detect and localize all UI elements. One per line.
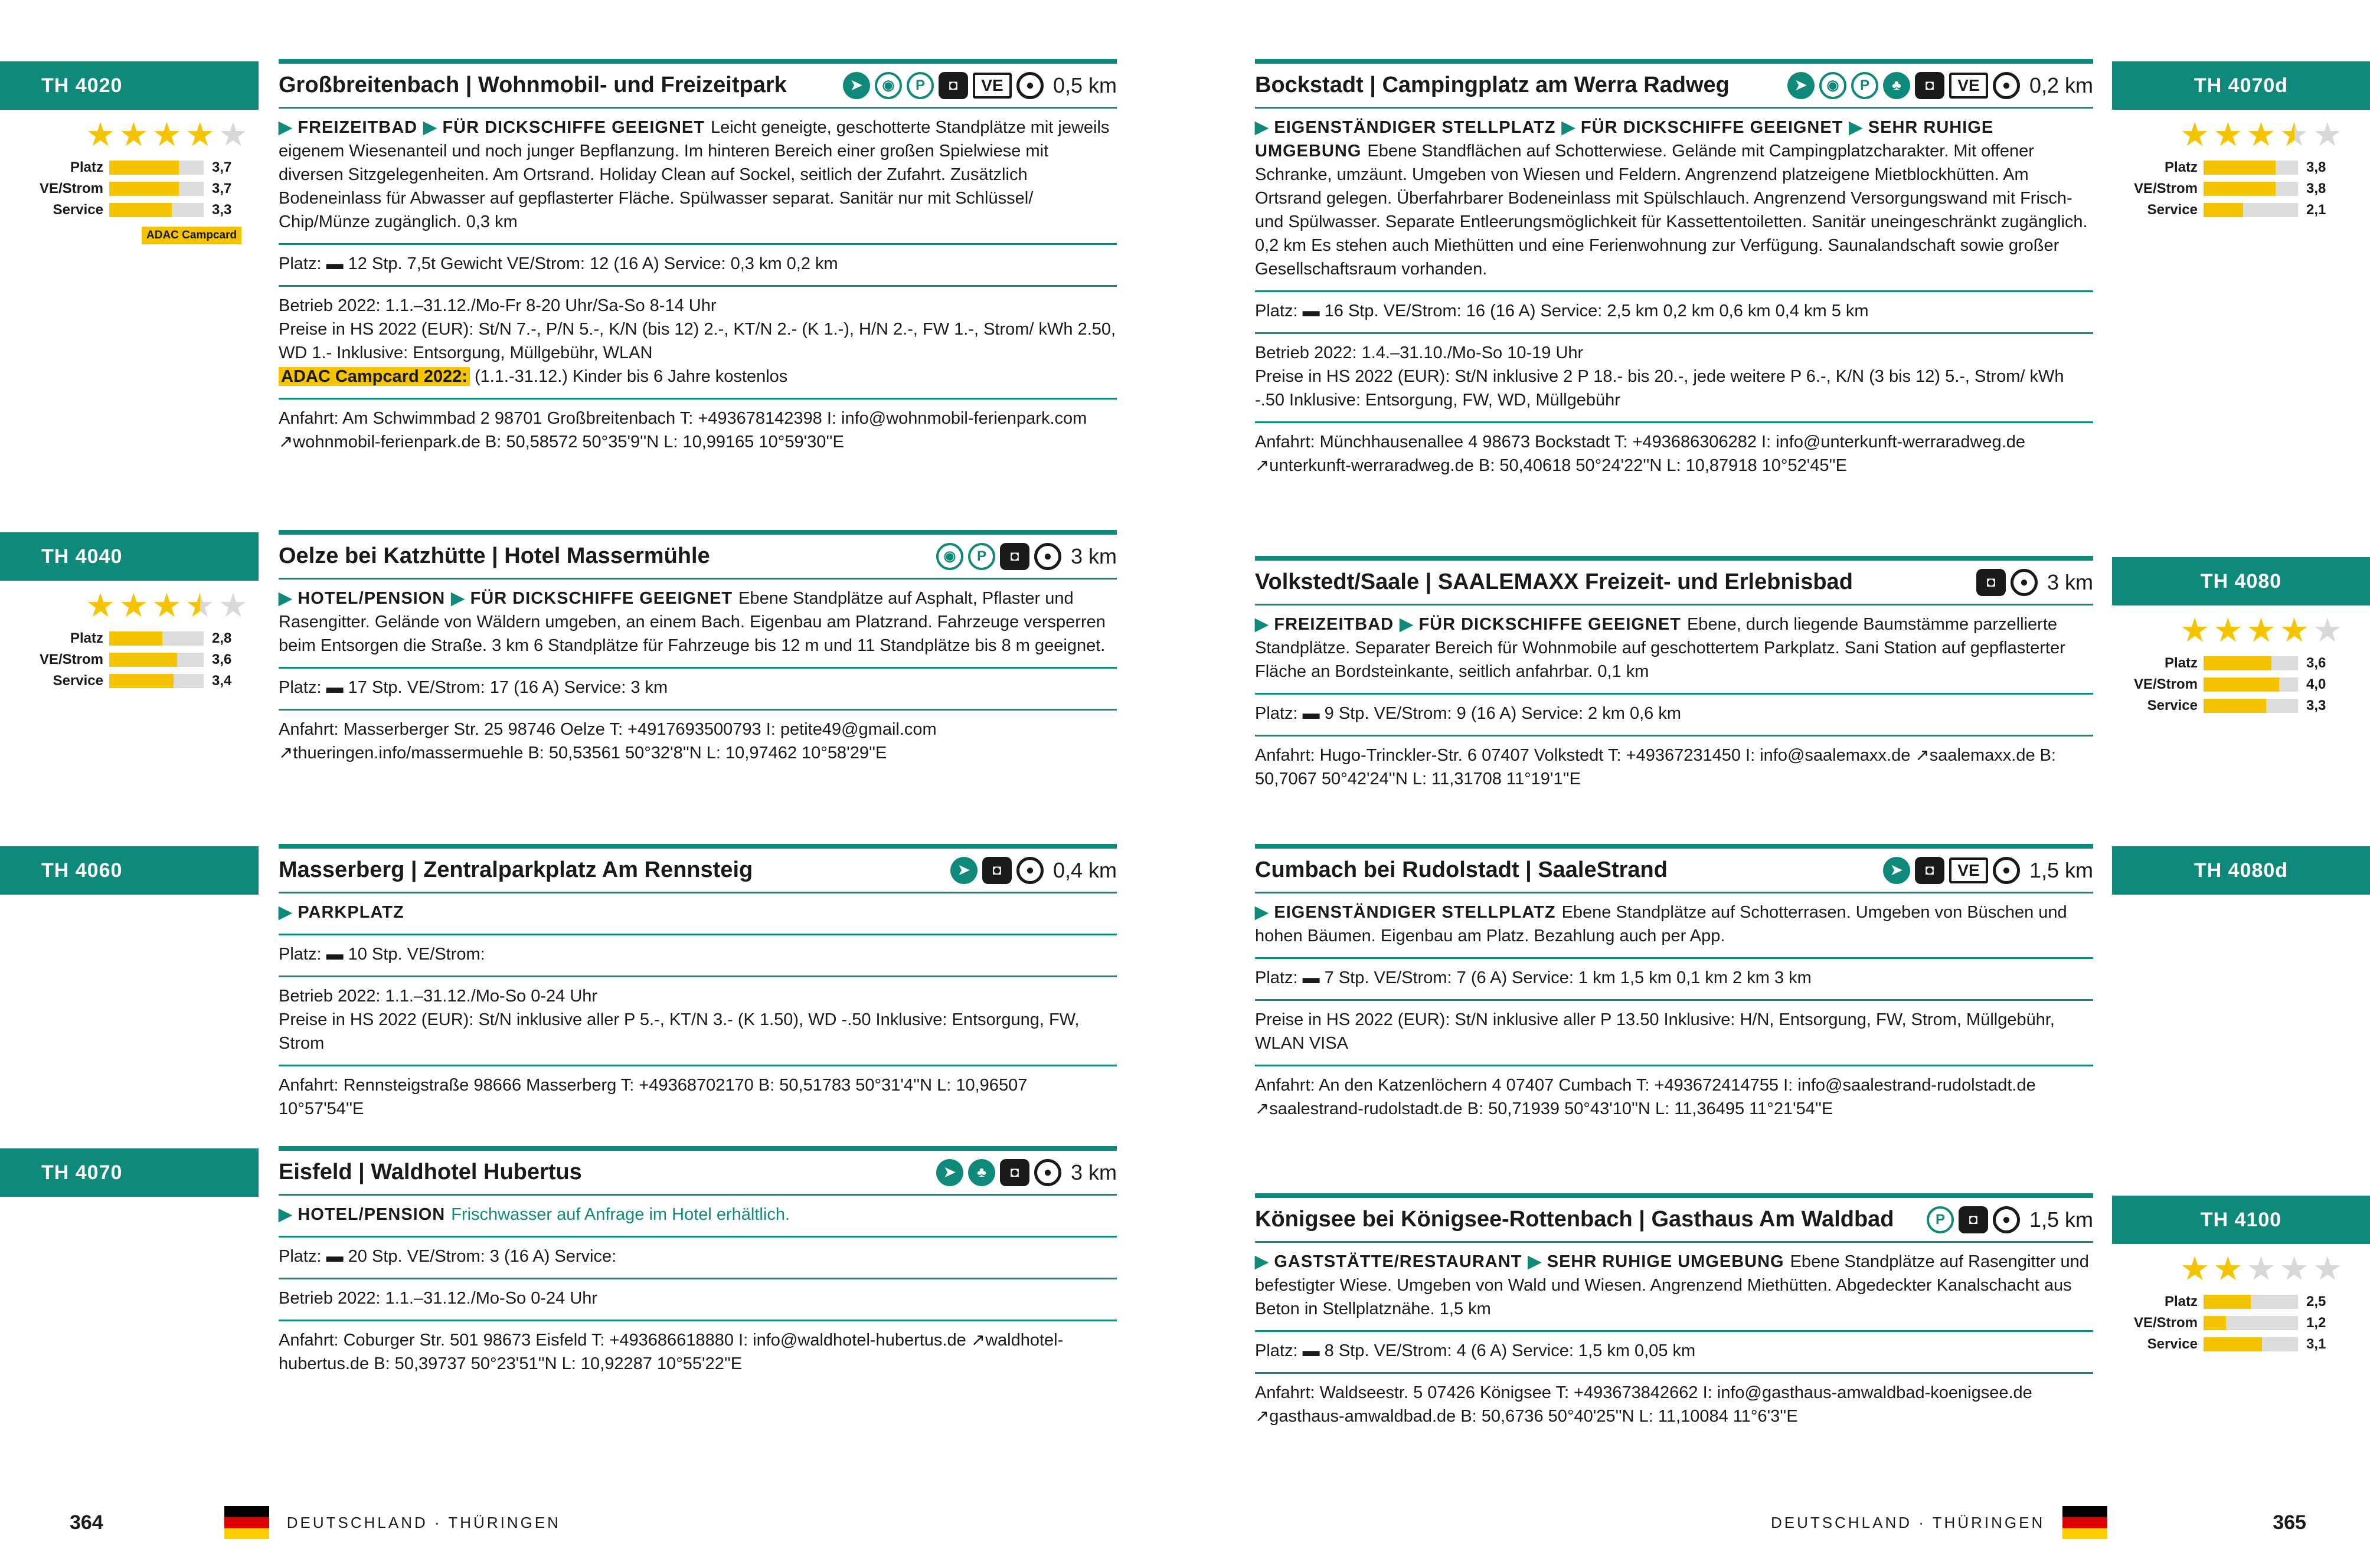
star-icon: ★ [2180, 1250, 2210, 1287]
star-icon: ★ [86, 116, 116, 153]
address: Anfahrt: Rennsteigstraße 98666 Masserberg T: +49368702170 B: 50,51783 50°31'4''N L: 10,96507 10°57'54''E [279, 1076, 1028, 1118]
distance: 1,5 km [2029, 857, 2093, 882]
entry-code-tab [2112, 557, 2370, 605]
entry-code: TH 4070 [41, 1161, 123, 1184]
entry-code: TH 4070d [2194, 74, 2289, 97]
rating-label: Platz [70, 159, 103, 175]
description: Ebene, durch liegende Baumstämme parzellierte Standplätze. Separater Bereich für Wohnmobile auf geschottertem Parkplatz. Sani Station auf gepflasterter Fläche an Bordsteinkante, seitlich anfahrbar. 0,1 km [1255, 615, 2065, 681]
description-section [1255, 1243, 2093, 1332]
prices: Preise in HS 2022 (EUR): St/N inklusive aller P 5.-, KT/N 3.- (K 1.50), WD -.50 Inklusive: Entsorgung, FW, Strom [279, 1010, 1080, 1053]
entry-header [1255, 844, 2093, 893]
address: Anfahrt: Coburger Str. 501 98673 Eisfeld T: +493686618880 I: info@waldhotel-hubertus.de ↗waldhotel-hubertus.de B: 50,39737 50°23'51''N L: 10,92287 10°55'22''E [279, 1331, 1064, 1373]
star-icon: ★ [2213, 611, 2243, 649]
star-icon: ★ [2213, 116, 2243, 153]
keyword: ▶ EIGENSTÄNDIGER STELLPLATZ [1255, 118, 1556, 137]
rating-row [35, 628, 272, 649]
facilities: Platz: ▬ 17 Stp. VE/Strom: 17 (16 A) Service: 3 km [279, 669, 1117, 711]
campsite-entry [1255, 1193, 2093, 1438]
rating-value: 3,1 [2306, 1336, 2326, 1352]
rating-label: VE/Strom [2133, 1315, 2198, 1331]
campsite-entry [1255, 59, 2093, 487]
rating-block [35, 589, 272, 692]
prices: Preise in HS 2022 (EUR): St/N 7.-, P/N 5.-, K/N (bis 12) 2.-, KT/N 2.- (K 1.-), H/N 2.-, FW 1.-, Strom/ kWh 2.50, WD 1.- Inklusive: Entsorgung, Müllgebühr, WLAN [279, 320, 1116, 362]
navigation-icon: ➤ [1883, 857, 1910, 884]
address: Anfahrt: An den Katzenlöchern 4 07407 Cumbach T: +493672414755 I: info@saalestrand-rudolstadt.de ↗saalestrand-rudolstadt.de B: 50,71939 50°43'10''N L: 11,36495 11°21'54''E [1255, 1076, 2036, 1118]
keyword: ▶ FREIZEITBAD [1255, 615, 1394, 634]
star-icon: ★ [2246, 116, 2276, 153]
note: Frischwasser auf Anfrage im Hotel erhältlich. [451, 1205, 790, 1224]
description: Ebene Standplätze auf Rasengitter und befestigter Wiese. Umgeben von Wald und Wiesen. Angrenzend Miethütten. Abgedeckter Kanalschacht aus Beton in Stellplatznähe. 1,5 km [1255, 1252, 2089, 1318]
rating-value: 2,5 [2306, 1294, 2326, 1310]
rating-value: 3,8 [2306, 159, 2326, 175]
description-section [1255, 605, 2093, 695]
star-icon: ★ [152, 587, 182, 624]
facilities: Platz: ▬ 16 Stp. VE/Strom: 16 (16 A) Service: 2,5 km 0,2 km 0,6 km 0,4 km 5 km [1255, 292, 2093, 334]
entry-header [279, 59, 1117, 109]
star-icon: ★ [2213, 1250, 2243, 1287]
rating-label: Service [2147, 202, 2198, 218]
rating-row [35, 178, 272, 199]
entry-code: TH 4100 [2200, 1208, 2282, 1231]
keyword: ▶ FÜR DICKSCHIFFE GEEIGNET [451, 589, 733, 608]
star-icon: ★ [2279, 611, 2309, 649]
target-icon: ● [2011, 569, 2038, 596]
distance: 0,2 km [2029, 73, 2093, 97]
germany-flag-icon [224, 1506, 269, 1539]
keyword: ▶ HOTEL/PENSION [279, 1205, 445, 1224]
entry-icons [950, 857, 1117, 884]
entry-code-tab [0, 1148, 259, 1197]
rating-bar [2204, 656, 2298, 670]
adac-icon: ◘ [1976, 569, 2006, 596]
entry-header [279, 530, 1117, 580]
footer-label: DEUTSCHLAND · THÜRINGEN [286, 1513, 561, 1531]
keyword: ▶ EIGENSTÄNDIGER STELLPLATZ [1255, 903, 1556, 922]
campsite-entry [279, 530, 1117, 774]
adac-icon: ◘ [982, 857, 1012, 884]
rating-row [2130, 653, 2366, 674]
entry-title: Volkstedt/Saale | SAALEMAXX Freizeit- und Erlebnisbad [1255, 569, 1853, 594]
description-section [279, 893, 1117, 935]
rating-row [35, 157, 272, 178]
navigation-icon: ➤ [936, 1159, 963, 1186]
campcard-text: (1.1.-31.12.) Kinder bis 6 Jahre kostenlos [474, 367, 788, 386]
rating-bar [2204, 1316, 2298, 1330]
rating-bar [2204, 699, 2298, 713]
description: Ebene Standplätze auf Asphalt, Pflaster und Rasengitter. Gelände von Wäldern umgeben, an einem Bach. Eigenbau am Platzrand. Fahrzeuge versperren beim Entsorgen die Straße. 3 km 6 Standplätze für Fahrzeuge bis 12 m und 11 Standplätze bis 8 m geeignet. [279, 589, 1106, 655]
facilities: Platz: ▬ 12 Stp. 7,5t Gewicht VE/Strom: 12 (16 A) Service: 0,3 km 0,2 km [279, 245, 1117, 287]
right-page [1185, 0, 2370, 1568]
rating-block [35, 118, 272, 244]
adac-icon: ◘ [1915, 72, 1944, 99]
rating-bar [2204, 203, 2298, 217]
star-rating [2180, 1252, 2366, 1285]
rating-block [2130, 611, 2366, 716]
rating-bar [109, 161, 204, 175]
rating-label: Service [53, 673, 103, 689]
tree-icon: ♣ [1883, 72, 1910, 99]
star-icon: ★ [218, 116, 249, 153]
operation-section [279, 287, 1117, 400]
star-icon: ★ [2246, 1250, 2276, 1287]
entry-icons [843, 72, 1117, 99]
description-section [279, 580, 1117, 669]
ve-icon: VE [1949, 857, 1988, 883]
page-footer [1771, 1506, 2306, 1539]
star-rating [2180, 118, 2366, 151]
campsite-entry [1255, 556, 2093, 800]
rating-label: VE/Strom [39, 652, 103, 667]
target-icon: ● [1993, 857, 2020, 884]
star-icon: ★ [2246, 611, 2276, 649]
adac-icon: ◘ [1915, 857, 1944, 884]
description-section [279, 1196, 1117, 1238]
rating-value: 3,8 [2306, 181, 2326, 197]
rating-bar [109, 203, 204, 217]
entry-code-tab [2112, 846, 2370, 895]
entry-icons [936, 543, 1117, 570]
target-icon: ● [1993, 72, 2020, 99]
operation-hours: Betrieb 2022: 1.1.–31.12./Mo-So 0-24 Uhr [279, 1279, 1117, 1321]
campsite-entry [279, 844, 1117, 1130]
rating-row [2130, 695, 2366, 716]
entry-code: TH 4020 [41, 74, 123, 97]
rating-row [35, 649, 272, 670]
target-icon: ● [1034, 1159, 1061, 1186]
rating-row [2130, 157, 2366, 178]
rating-label: Platz [2164, 655, 2198, 671]
entry-icons [1976, 569, 2093, 596]
rating-label: Service [2147, 698, 2198, 713]
distance: 3 km [2047, 569, 2093, 594]
parking-icon: P [1927, 1206, 1954, 1233]
address: Anfahrt: Hugo-Trinckler-Str. 6 07407 Volkstedt T: +49367231450 I: info@saalemaxx.de ↗saalemaxx.de B: 50,7067 50°42'24''N L: 11,31708 11°19'1''E [1255, 746, 2057, 788]
rating-row [35, 199, 272, 221]
page-number: 365 [2273, 1511, 2306, 1534]
rating-row [2130, 199, 2366, 221]
description: Ebene Standplätze auf Schotterrasen. Umgeben von Büschen und hohen Bäumen. Eigenbau am Platz. Bezahlung auch per App. [1255, 903, 2067, 945]
entry-code-tab [0, 532, 259, 581]
rating-value: 3,3 [212, 202, 232, 218]
address: Anfahrt: Waldseestr. 5 07426 Königsee T: +493673842662 I: info@gasthaus-amwaldbad-koenigsee.de ↗gasthaus-amwaldbad.de B: 50,6736 50°40'25''N L: 11,10084 11°6'3''E [1255, 1383, 2032, 1426]
parking-icon: P [1851, 72, 1878, 99]
entry-icons [1927, 1206, 2093, 1233]
entry-header [1255, 1193, 2093, 1243]
rating-row [2130, 1334, 2366, 1355]
entry-code-tab [2112, 61, 2370, 110]
keyword: ▶ FÜR DICKSCHIFFE GEEIGNET [1562, 118, 1843, 137]
star-icon: ★ [2312, 611, 2343, 649]
facilities: Platz: ▬ 8 Stp. VE/Strom: 4 (6 A) Service: 1,5 km 0,05 km [1255, 1332, 2093, 1374]
rating-row [35, 670, 272, 692]
distance: 0,5 km [1052, 73, 1117, 97]
star-rating [86, 118, 272, 151]
address: Anfahrt: Am Schwimmbad 2 98701 Großbreitenbach T: +493678142398 I: info@wohnmobil-ferienpark.com ↗wohnmobil-ferienpark.de B: 50,58572 50°35'9''N L: 10,99165 10°59'30''E [279, 409, 1087, 451]
entry-code: TH 4040 [41, 545, 123, 568]
rating-label: Platz [70, 630, 103, 646]
adac-icon: ◘ [1000, 543, 1029, 570]
entry-title: Masserberg | Zentralparkplatz Am Rennsteig [279, 857, 753, 882]
keyword: ▶ GASTSTÄTTE/RESTAURANT [1255, 1252, 1522, 1271]
campcard-label: ADAC Campcard 2022: [279, 367, 470, 386]
rating-value: 3,4 [212, 673, 232, 689]
rating-value: 3,7 [212, 159, 232, 175]
keyword: ▶ SEHR RUHIGE UMGEBUNG [1255, 118, 1993, 161]
star-icon: ★ [2312, 116, 2343, 153]
star-icon: ★ [2279, 1250, 2309, 1287]
rating-block [2130, 1252, 2366, 1355]
target-icon: ● [1016, 857, 1044, 884]
distance: 3 km [1070, 1160, 1117, 1184]
description: Leicht geneigte, geschotterte Standplätze mit jeweils eigenem Wiesenanteil und noch junger Bepflanzung. Im hinteren Bereich einer großen Spielwiese mit diversen Sitzgelegenheiten. Am Ortsrand. Holiday Clean auf Sockel, seitlich der Zufahrt. Zusätzlich Bodeneinlass für Abwasser auf gepflasterter Fläche. Spülwasser separat. Sanitär nur mit Schlüssel/ Chip/Münze zugänglich. 0,3 km [279, 118, 1110, 231]
germany-flag-icon [2062, 1506, 2107, 1539]
keyword: ▶ FÜR DICKSCHIFFE GEEIGNET [1400, 615, 1681, 634]
campsite-entry [279, 1146, 1117, 1385]
campsite-entry [1255, 844, 2093, 1130]
operation-section [279, 977, 1117, 1066]
rating-value: 2,1 [2306, 202, 2326, 218]
target-icon: ● [1034, 543, 1061, 570]
ve-icon: VE [973, 73, 1012, 99]
entry-header [279, 844, 1117, 893]
rating-label: VE/Strom [39, 181, 103, 197]
rating-bar [109, 653, 204, 667]
distance: 3 km [1070, 544, 1117, 568]
rating-row [2130, 1312, 2366, 1334]
rating-bar [109, 674, 204, 688]
star-icon: ★ [119, 116, 149, 153]
keyword: ▶ FÜR DICKSCHIFFE GEEIGNET [423, 118, 705, 137]
star-rating [2180, 611, 2366, 649]
operation-section [1255, 334, 2093, 423]
entry-code-tab [0, 61, 259, 110]
page-number: 364 [70, 1511, 103, 1534]
facilities: Platz: ▬ 7 Stp. VE/Strom: 7 (6 A) Service: 1 km 1,5 km 0,1 km 2 km 3 km [1255, 959, 2093, 1001]
entry-title: Oelze bei Katzhütte | Hotel Massermühle [279, 544, 710, 568]
adac-icon: ◘ [1959, 1206, 1988, 1233]
star-icon: ★ [2180, 611, 2210, 649]
campcard-badge: ADAC Campcard [142, 227, 241, 244]
description: Ebene Standflächen auf Schotterwiese. Gelände mit Campingplatzcharakter. Mit offener Schranke, umzäunt. Umgeben von Wiesen und Feldern. Angrenzend platzeigene Mietblockhütten. Am Ortsrand gelegen. Überfahrbarer Bodeneinlass mit Spülschlauch. Angrenzend Versorgungswand mit Frisch- und Spülwasser. Separate Entleerungsmöglichkeit für Kassettentoiletten. Sanitär uneingeschränkt zugänglich. 0,2 km Es stehen auch Miethütten und eine Ferienwohnung zur Verfügung. Saunalandschaft sowie großer Gesellschaftsraum vorhanden. [1255, 142, 2088, 279]
rating-value: 3,6 [212, 652, 232, 667]
rating-row [2130, 674, 2366, 695]
rating-label: VE/Strom [2133, 181, 2198, 197]
entry-code-tab [0, 846, 259, 895]
rating-label: Service [2147, 1336, 2198, 1352]
entry-title: Eisfeld | Waldhotel Hubertus [279, 1160, 582, 1184]
target-icon: ● [1993, 1206, 2020, 1233]
adac-icon: ◘ [1000, 1159, 1029, 1186]
target-icon: ● [1016, 72, 1044, 99]
star-half-icon: ★ [2279, 116, 2309, 153]
rating-label: Platz [2164, 1294, 2198, 1310]
description-section [1255, 893, 2093, 959]
rating-block [2130, 118, 2366, 221]
operation-hours: Betrieb 2022: 1.4.–31.10./Mo-So 10-19 Uhr [1255, 343, 1584, 362]
ve-icon: VE [1949, 73, 1988, 99]
navigation-icon: ➤ [1787, 72, 1815, 99]
prices: Preise in HS 2022 (EUR): St/N inklusive aller P 13.50 Inklusive: H/N, Entsorgung, FW, Strom, Müllgebühr, WLAN VISA [1255, 1001, 2093, 1066]
rating-bar [2204, 1295, 2298, 1309]
distance: 0,4 km [1052, 857, 1117, 882]
star-rating [86, 589, 272, 622]
entry-icons [1787, 72, 2093, 99]
star-icon: ★ [152, 116, 182, 153]
rating-value: 4,0 [2306, 676, 2326, 692]
adac-icon: ◘ [939, 72, 968, 99]
keyword: ▶ FREIZEITBAD [279, 118, 417, 137]
eye-icon: ◉ [1819, 72, 1846, 99]
distance: 1,5 km [2029, 1207, 2093, 1232]
entry-code: TH 4080 [2200, 569, 2282, 592]
rating-label: Platz [2164, 159, 2198, 175]
rating-row [2130, 178, 2366, 199]
entry-code-tab [2112, 1196, 2370, 1244]
navigation-icon: ➤ [950, 857, 978, 884]
address: Anfahrt: Masserberger Str. 25 98746 Oelze T: +4917693500793 I: petite49@gmail.com ↗thueringen.info/massermuehle B: 50,53561 50°32'8''N L: 10,97462 10°58'29''E [279, 720, 937, 762]
rating-bar [2204, 1337, 2298, 1351]
star-icon: ★ [2180, 116, 2210, 153]
star-half-icon: ★ [185, 587, 215, 624]
page-footer [70, 1506, 561, 1539]
campsite-entry [279, 59, 1117, 463]
keyword: ▶ PARKPLATZ [279, 903, 404, 922]
keyword: ▶ SEHR RUHIGE UMGEBUNG [1528, 1252, 1784, 1271]
facilities: Platz: ▬ 9 Stp. VE/Strom: 9 (16 A) Service: 2 km 0,6 km [1255, 695, 2093, 736]
prices: Preise in HS 2022 (EUR): St/N inklusive 2 P 18.- bis 20.-, jede weitere P 6.-, K/N (3 bis 12) 5.-, Strom/ kWh -.50 Inklusive: Entsorgung, FW, WD, Müllgebühr [1255, 367, 2064, 410]
rating-bar [2204, 182, 2298, 196]
entry-title: Cumbach bei Rudolstadt | SaaleStrand [1255, 857, 1668, 882]
operation-hours: Betrieb 2022: 1.1.–31.12./Mo-Fr 8-20 Uhr/Sa-So 8-14 Uhr [279, 296, 717, 315]
navigation-icon: ➤ [843, 72, 870, 99]
description-section [279, 109, 1117, 245]
rating-bar [2204, 677, 2298, 692]
entry-title: Königsee bei Königsee-Rottenbach | Gasthaus Am Waldbad [1255, 1207, 1894, 1232]
tree-icon: ♣ [968, 1159, 995, 1186]
star-icon: ★ [185, 116, 215, 153]
operation-hours: Betrieb 2022: 1.1.–31.12./Mo-So 0-24 Uhr [279, 987, 598, 1006]
rating-value: 3,6 [2306, 655, 2326, 671]
rating-label: Service [53, 202, 103, 218]
keyword: ▶ HOTEL/PENSION [279, 589, 445, 608]
star-icon: ★ [119, 587, 149, 624]
parking-icon: P [907, 72, 934, 99]
star-icon: ★ [2312, 1250, 2343, 1287]
eye-icon: ◉ [936, 543, 963, 570]
facilities: Platz: ▬ 10 Stp. VE/Strom: [279, 935, 1117, 977]
rating-value: 3,7 [212, 181, 232, 197]
parking-icon: P [968, 543, 995, 570]
entry-icons [1883, 857, 2093, 884]
entry-icons [936, 1159, 1117, 1186]
rating-bar [109, 631, 204, 646]
rating-value: 1,2 [2306, 1315, 2326, 1331]
rating-row [2130, 1291, 2366, 1312]
footer-label: DEUTSCHLAND · THÜRINGEN [1771, 1513, 2045, 1531]
star-icon: ★ [218, 587, 249, 624]
star-icon: ★ [86, 587, 116, 624]
entry-header [279, 1146, 1117, 1196]
entry-title: Bockstadt | Campingplatz am Werra Radweg [1255, 73, 1730, 97]
entry-title: Großbreitenbach | Wohnmobil- und Freizeitpark [279, 73, 787, 97]
address: Anfahrt: Münchhausenallee 4 98673 Bockstadt T: +493686306282 I: info@unterkunft-werraradweg.de ↗unterkunft-werraradweg.de B: 50,40618 50°24'22''N L: 10,87918 10°52'45''E [1255, 433, 2025, 475]
rating-value: 2,8 [212, 630, 232, 646]
rating-bar [109, 182, 204, 196]
rating-value: 3,3 [2306, 698, 2326, 713]
facilities: Platz: ▬ 20 Stp. VE/Strom: 3 (16 A) Service: [279, 1238, 1117, 1279]
eye-icon: ◉ [875, 72, 902, 99]
rating-bar [2204, 161, 2298, 175]
entry-header [1255, 59, 2093, 109]
entry-code: TH 4080d [2194, 859, 2289, 882]
entry-header [1255, 556, 2093, 605]
entry-code: TH 4060 [41, 859, 123, 882]
description-section [1255, 109, 2093, 292]
rating-label: VE/Strom [2133, 676, 2198, 692]
